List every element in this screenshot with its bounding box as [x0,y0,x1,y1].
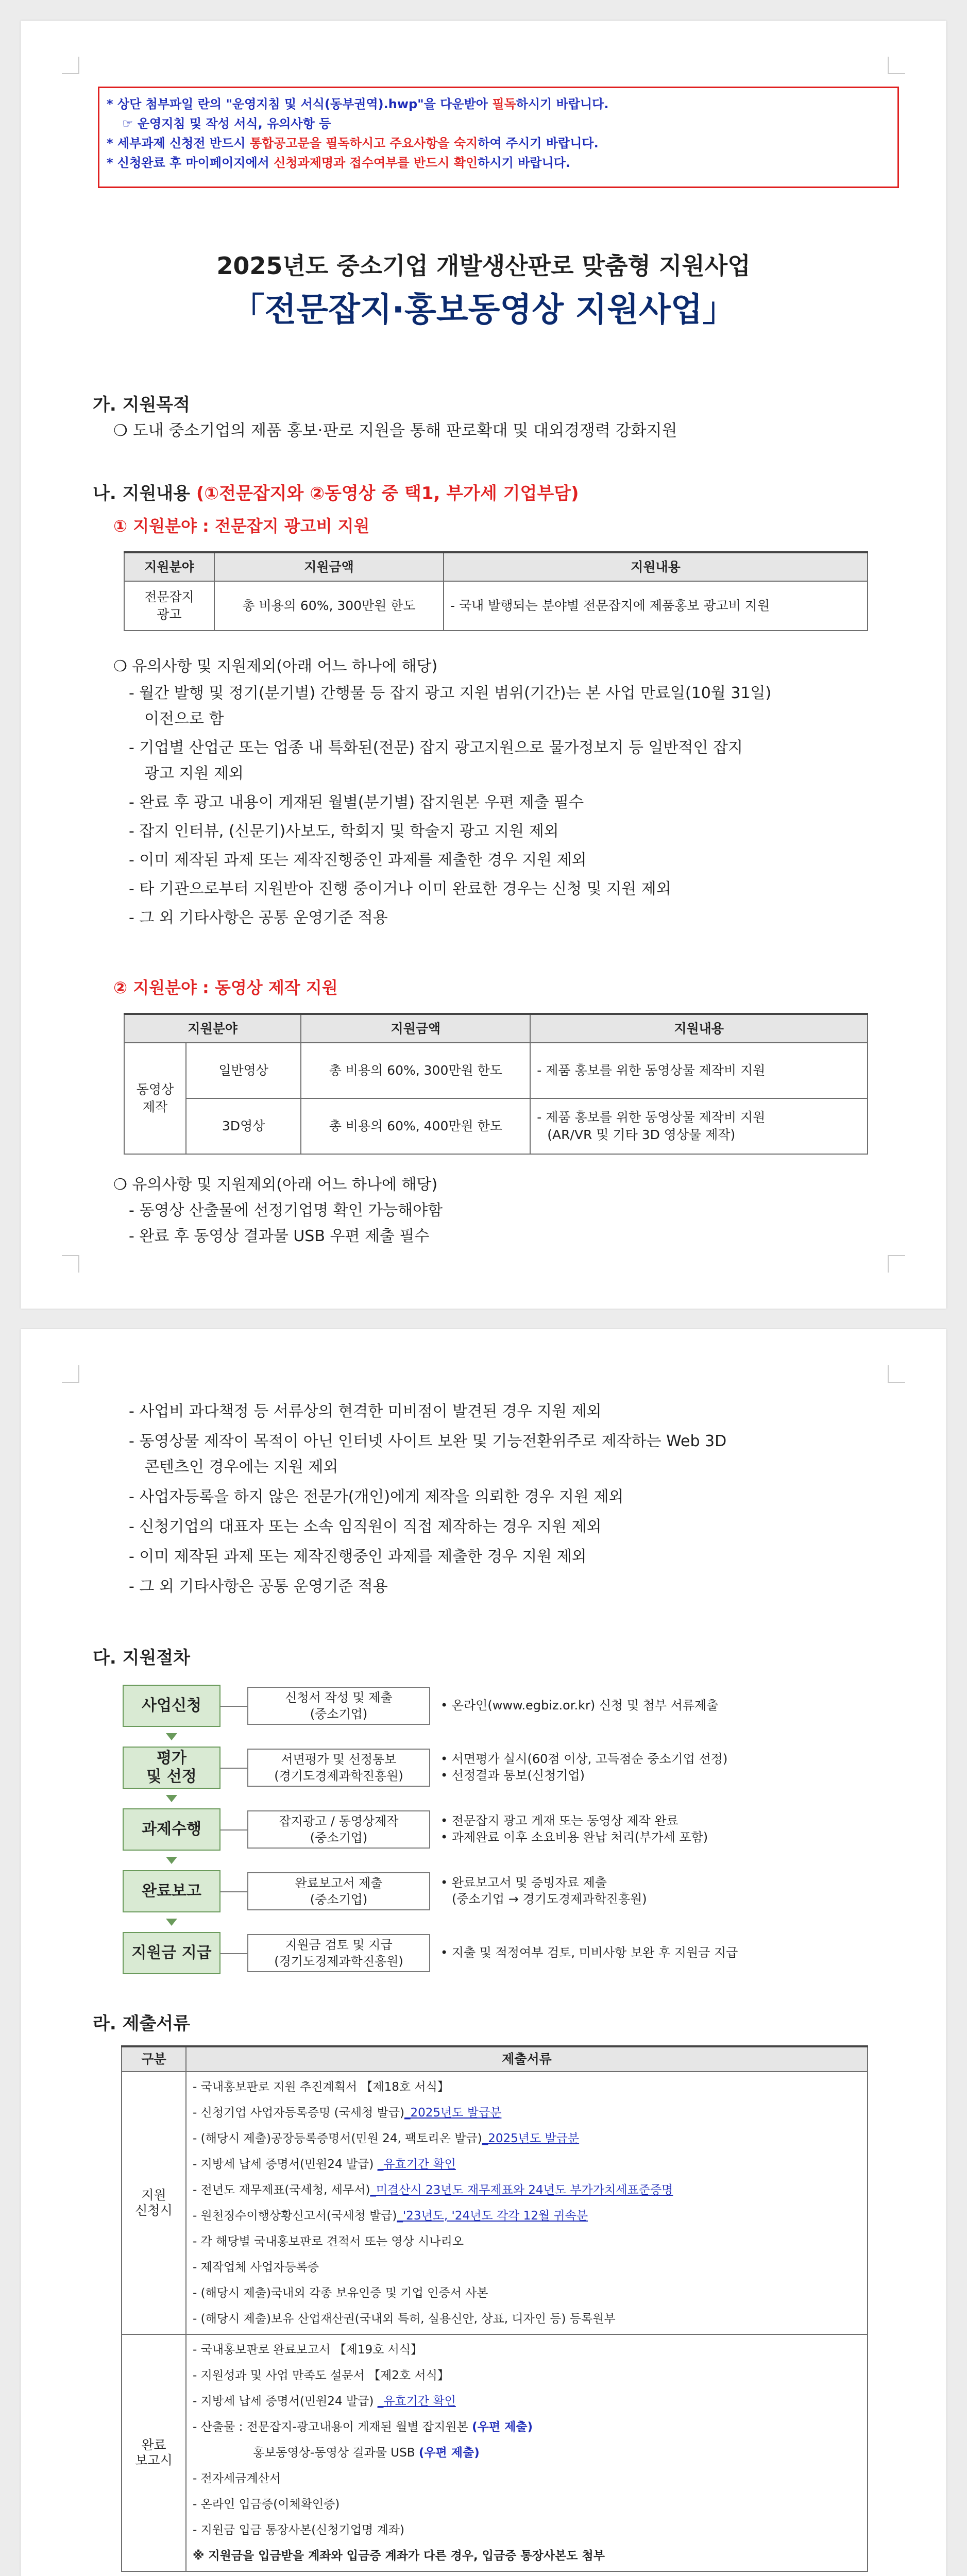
document-item-note: (우편 제출) [472,2420,533,2434]
procedure-arrow-icon [166,1919,177,1926]
table-cell-field: 전문잡지 광고 [124,581,214,631]
document-title: 2025년도 중소기업 개발생산판로 맞춤형 지원사업 [216,252,751,280]
table-header: 지원금액 [301,1014,530,1043]
document-item [193,2492,861,2517]
procedure-step-label: 과제수행 [123,1808,220,1851]
subsection-magazine: ① 지원분야 : 전문잡지 광고비 지원 [113,516,370,536]
procedure-step-box-line: 서면평가 및 선정통보 [281,1752,397,1767]
document-item-text: - 지원성과 및 사업 만족도 설문서 【제2호 서식】 [193,2369,449,2382]
caution-1-item: - 기업별 산업군 또는 업종 내 특화된(전문) 잡지 광고지원으로 물가정보지 등 일반적인 잡지 [129,739,743,757]
caution-1-item: - 그 외 기타사항은 공통 운영기준 적용 [129,909,388,927]
procedure-step-label: 지원금 지급 [123,1932,220,1974]
crop-mark [62,1365,79,1383]
procedure-step-box-line: (중소기업) [310,1892,368,1907]
table-cell-desc: - 제품 홍보를 위한 동영상물 제작비 지원 [530,1043,868,1098]
table-header: 지원내용 [530,1014,868,1043]
caution-2-item: - 사업비 과다책정 등 서류상의 현격한 미비점이 발견된 경우 지원 제외 [129,1402,602,1420]
procedure-step-box-line: (경기도경제과학진흥원) [274,1954,403,1969]
document-item [193,2203,861,2229]
crop-mark [888,1365,905,1383]
crop-mark [62,1255,79,1273]
table-header: 지원분야 [124,1014,301,1043]
document-item-note: (우편 제출) [418,2446,480,2460]
notice-line-2: ☞ 운영지침 및 작성 서식, 유의사항 등 [122,116,331,131]
document-item-text: - (해당시 제출)공장등록증명서(민원 24, 팩토리온 발급) [193,2132,482,2145]
table-cell-amount: 총 비용의 60%, 300만원 한도 [301,1043,530,1098]
procedure-arrow-icon [166,1733,177,1740]
caution-1-item: - 잡지 인터뷰, (신문기)사보도, 학회지 및 학술지 광고 지원 제외 [129,822,559,840]
caution-1-item: - 이미 제작된 과제 또는 제작진행중인 과제를 제출한 경우 지원 제외 [129,851,587,869]
procedure-step-desc [440,1697,718,1714]
procedure-step-box-line: 신청서 작성 및 제출 [285,1690,393,1705]
procedure-step-desc-line: • 전문잡지 광고 게재 또는 동영상 제작 완료 [440,1814,678,1828]
crop-mark [888,57,905,74]
document-item [193,2151,861,2177]
document-item [193,2440,861,2466]
procedure-step-desc-line: • 서면평가 실시(60점 이상, 고득점순 중소기업 선정) [440,1752,728,1766]
procedure-step-desc [440,1874,647,1907]
document-item-text: - 지방세 납세 증명서(민원24 발급) [193,2395,378,2408]
document-item [193,2229,861,2255]
document-item-text: - 전자세금계산서 [193,2472,281,2485]
procedure-connector [220,1953,247,1954]
caution-2-item: - 이미 제작된 과제 또는 제작진행중인 과제를 제출한 경우 지원 제외 [129,1548,587,1566]
caution-1-title: ❍ 유의사항 및 지원제외(아래 어느 하나에 해당) [113,657,438,675]
procedure-step-box-line: (중소기업) [310,1831,368,1845]
document-item-text: - (해당시 제출)국내외 각종 보유인증 및 기업 인증서 사본 [193,2286,488,2300]
document-item [193,2337,861,2363]
document-item-note: _'23년도, '24년도 각각 12월 귀속분 [397,2209,588,2223]
table-header: 지원분야 [124,552,214,581]
table-header: 구분 [122,2046,186,2072]
document-page-2 [21,1329,946,2576]
caution-2-item: 콘텐츠인 경우에는 지원 제외 [144,1458,338,1476]
document-item-note: _2025년도 발급분 [482,2132,580,2145]
procedure-step-desc-line: • 완료보고서 및 증빙자료 제출 [440,1875,607,1890]
document-item [193,2414,861,2440]
subsection-video: ② 지원분야 : 동영상 제작 지원 [113,978,338,997]
document-item-note: _유효기간 확인 [377,2158,456,2171]
document-item-text: - 지방세 납세 증명서(민원24 발급) [193,2158,378,2171]
procedure-step-label: 평가 및 선정 [123,1747,220,1789]
table-header: 제출서류 [186,2046,868,2072]
document-item-text: - (해당시 제출)보유 산업재산권(국내외 특허, 실용신안, 상표, 디자인 등) 등록원부 [193,2312,616,2326]
document-item [193,2100,861,2126]
video-support-table [124,1013,868,1155]
document-item [193,2517,861,2543]
crop-mark [888,1255,905,1273]
procedure-step-desc-line: • 지출 및 적정여부 검토, 미비사항 보완 후 지원금 지급 [440,1945,738,1960]
docs-apply-list [186,2072,868,2334]
procedure-step-box-line: 지원금 검토 및 지급 [285,1938,393,1952]
table-cell-type: 3D영상 [186,1098,301,1154]
procedure-connector [220,1891,247,1892]
caution-1-item: 광고 지원 제외 [144,765,244,783]
caution-2-item: - 동영상물 제작이 목적이 아닌 인터넷 사이트 보완 및 기능전환위주로 제작하는 Web 3D [129,1432,727,1450]
document-item [193,2280,861,2306]
document-item-text: - 지원금 입금 통장사본(신청기업명 계좌) [193,2523,404,2537]
magazine-support-table [124,551,868,631]
table-cell-desc: - 제품 홍보를 위한 동영상물 제작비 지원 (AR/VR 및 기타 3D 영상물 제작) [530,1098,868,1154]
procedure-step-box [247,1749,430,1787]
procedure-step-label: 사업신청 [123,1685,220,1727]
document-item [193,2126,861,2151]
table-cell-type: 일반영상 [186,1043,301,1098]
document-item-note: _미결산시 23년도 재무제표와 24년도 부가가치세표준증명 [370,2183,673,2197]
procedure-step-desc-line: • 과제완료 이후 소요비용 완납 처리(부가세 포함) [440,1830,708,1844]
procedure-step-box-line: 완료보고서 제출 [295,1876,383,1890]
procedure-connector [220,1829,247,1831]
procedure-arrow-icon [166,1795,177,1802]
document-item-text: - 산출물 : 전문잡지-광고내용이 게재된 월별 잡지원본 [193,2420,472,2434]
caution-2-item: - 완료 후 동영상 결과물 USB 우편 제출 필수 [129,1227,430,1245]
caution-1-item: - 완료 후 광고 내용이 게재된 월별(분기별) 잡지원본 우편 제출 필수 [129,793,584,811]
document-item [193,2543,861,2569]
procedure-step-desc-line: • 선정결과 통보(신청기업) [440,1768,585,1783]
notice-line-1: * 상단 첨부파일 란의 "운영지침 및 서식(동부권역).hwp"을 다운받아 필독하시기 바랍니다. [107,97,609,111]
procedure-step-box-line: (경기도경제과학진흥원) [274,1769,403,1783]
document-item [193,2074,861,2100]
procedure-connector [220,1768,247,1769]
document-item [193,2255,861,2280]
document-item-text: - 전년도 재무제표(국세청, 세무서) [193,2183,370,2197]
document-item-text: - 원천징수이행상황신고서(국세청 발급) [193,2209,397,2223]
document-item [193,2388,861,2414]
docs-apply-label: 지원 신청시 [122,2072,186,2334]
docs-done-label: 완료 보고시 [122,2334,186,2571]
document-item [193,2177,861,2203]
notice-line-3: * 세부과제 신청전 반드시 통합공고문을 필독하시고 주요사항을 숙지하여 주시기 바랍니다. [107,136,599,150]
document-page-1 [21,21,946,1309]
procedure-step-box-line: 잡지광고 / 동영상제작 [279,1814,399,1828]
table-cell-amount: 총 비용의 60%, 300만원 한도 [214,581,444,631]
caution-1-item: - 월간 발행 및 정기(분기별) 간행물 등 잡지 광고 지원 범위(기간)는 본 사업 만료일(10월 31일) [129,684,772,702]
caution-2-item: - 그 외 기타사항은 공통 운영기준 적용 [129,1578,388,1596]
procedure-step-box [247,1810,430,1849]
document-item [193,2306,861,2332]
document-item-text: - 국내홍보판로 지원 추진계획서 【제18호 서식】 [193,2080,449,2094]
procedure-step-desc [440,1812,708,1845]
procedure-step-label: 완료보고 [123,1870,220,1912]
document-item-text: ※ 지원금을 입금받을 계좌와 입금증 계좌가 다른 경우, 입금증 통장사본도 첨부 [193,2549,605,2563]
caution-2-item: - 동영상 산출물에 선정기업명 확인 가능해야함 [129,1201,443,1219]
notice-line-4: * 신청완료 후 마이페이지에서 신청과제명과 접수여부를 반드시 확인하시기 바랍니다. [107,156,570,170]
section-procedure-heading: 다. 지원절차 [93,1648,190,1668]
table-cell-amount: 총 비용의 60%, 400만원 한도 [301,1098,530,1154]
document-item-text: - 온라인 입금증(이체확인증) [193,2498,340,2511]
table-header: 지원내용 [444,552,868,581]
section-content-heading: 나. 지원내용 (①전문잡지와 ②동영상 중 택1, 부가세 기업부담) [93,483,579,504]
documents-table [121,2045,868,2572]
procedure-step-desc [440,1944,738,1961]
table-cell-field: 동영상 제작 [124,1043,186,1154]
document-item-text: - 국내홍보판로 완료보고서 【제19호 서식】 [193,2343,423,2357]
document-item-note: _2025년도 발급분 [404,2106,502,2120]
procedure-step-desc-line: (중소기업 → 경기도경제과학진흥원) [452,1892,647,1906]
caution-1-item: 이전으로 함 [144,710,224,728]
purpose-text: ❍ 도내 중소기업의 제품 홍보·판로 지원을 통해 판로확대 및 대외경쟁력 강화지원 [113,421,677,440]
procedure-connector [220,1706,247,1707]
procedure-arrow-icon [166,1857,177,1864]
table-cell-desc: - 국내 발행되는 분야별 전문잡지에 제품홍보 광고비 지원 [444,581,868,631]
section-documents-heading: 라. 제출서류 [93,2013,190,2034]
procedure-step-box-line: (중소기업) [310,1707,368,1721]
caution-2-item: - 사업자등록을 하지 않은 전문가(개인)에게 제작을 의뢰한 경우 지원 제외 [129,1488,624,1506]
procedure-step-box [247,1934,430,1972]
document-item-note: _유효기간 확인 [377,2395,456,2408]
table-header: 지원금액 [214,552,444,581]
procedure-step-box [247,1687,430,1725]
document-item-text: - 신청기업 사업자등록증명 (국세청 발급) [193,2106,404,2120]
section-purpose-heading: 가. 지원목적 [93,395,190,415]
procedure-step-desc-line: • 온라인(www.egbiz.or.kr) 신청 및 첨부 서류제출 [440,1698,719,1713]
document-item-text: - 제작업체 사업자등록증 [193,2261,319,2274]
crop-mark [62,57,79,74]
caution-2-item: - 신청기업의 대표자 또는 소속 임직원이 직접 제작하는 경우 지원 제외 [129,1518,602,1536]
procedure-step-desc [440,1751,727,1784]
document-subtitle: 「전문잡지·홍보동영상 지원사업」 [231,291,736,329]
docs-done-list [186,2334,868,2571]
document-item-text: 홍보동영상-동영상 결과물 USB [193,2446,419,2460]
caution-2-title: ❍ 유의사항 및 지원제외(아래 어느 하나에 해당) [113,1176,438,1194]
notice-box [98,87,899,188]
document-item-text: - 각 해당별 국내홍보판로 견적서 또는 영상 시나리오 [193,2235,464,2248]
document-item [193,2466,861,2492]
procedure-step-box [247,1872,430,1910]
document-item [193,2363,861,2388]
caution-1-item: - 타 기관으로부터 지원받아 진행 중이거나 이미 완료한 경우는 신청 및 지원 제외 [129,880,671,898]
